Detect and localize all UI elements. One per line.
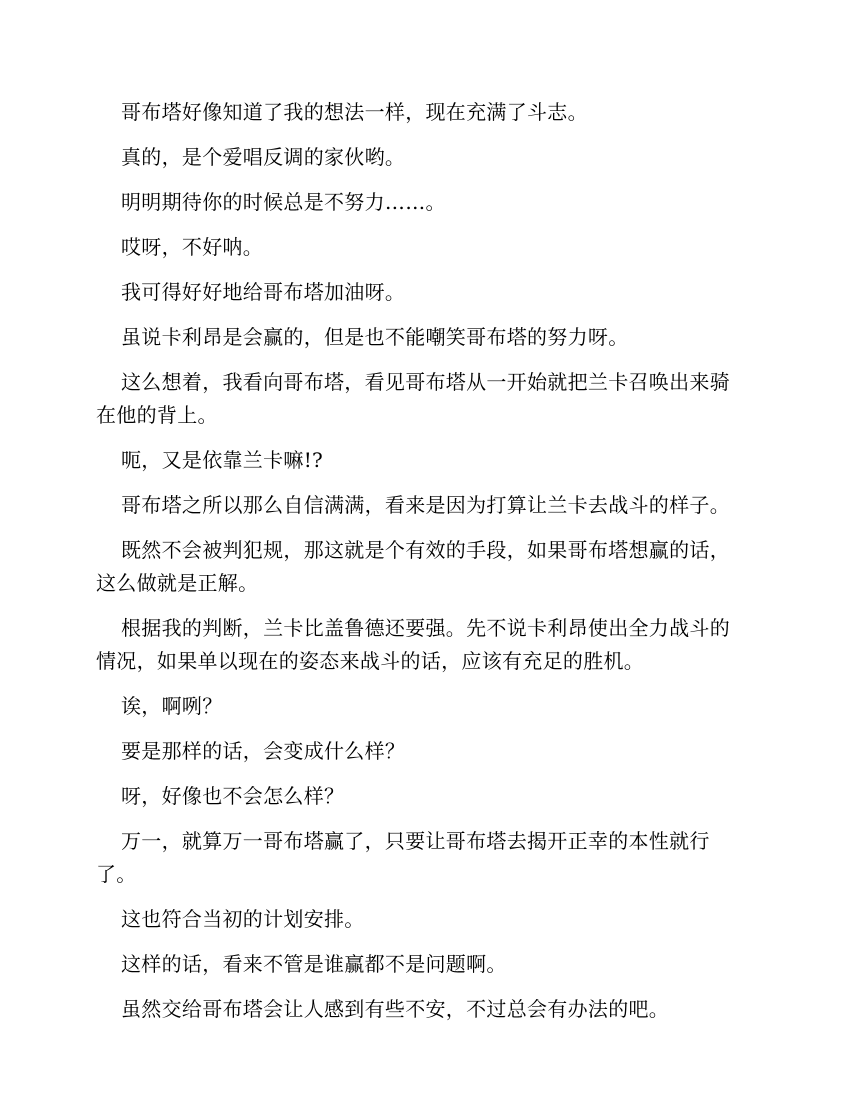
paragraph: 明明期待你的时候总是不努力……。 <box>121 190 446 214</box>
paragraph: 诶，啊咧？ <box>121 694 223 718</box>
paragraph: 虽然交给哥布塔会让人感到有些不安，不过总会有办法的吧。 <box>121 997 670 1021</box>
paragraph: 我可得好好地给哥布塔加油呀。 <box>121 280 406 304</box>
paragraph: 哥布塔之所以那么自信满满，看来是因为打算让兰卡去战斗的样子。 <box>121 493 730 517</box>
paragraph: 既然不会被判犯规，那这就是个有效的手段，如果哥布塔想赢的话，这么做就是正解。 <box>96 538 730 595</box>
paragraph: 呃，又是依靠兰卡嘛!? <box>121 448 324 472</box>
paragraph: 哎呀，不好呐。 <box>121 235 264 259</box>
paragraph: 要是那样的话，会变成什么样？ <box>121 739 406 763</box>
paragraph: 虽说卡利昂是会赢的，但是也不能嘲笑哥布塔的努力呀。 <box>121 325 629 349</box>
paragraph: 真的，是个爱唱反调的家伙哟。 <box>121 145 406 169</box>
paragraph: 万一，就算万一哥布塔赢了，只要让哥布塔去揭开正幸的本性就行了。 <box>96 829 710 886</box>
paragraph: 这么想着，我看向哥布塔，看见哥布塔从一开始就把兰卡召唤出来骑在他的背上。 <box>96 370 730 427</box>
paragraph: 哥布塔好像知道了我的想法一样，现在充满了斗志。 <box>121 100 588 124</box>
paragraph: 这样的话，看来不管是谁赢都不是问题啊。 <box>121 952 507 976</box>
paragraph: 呀，好像也不会怎么样？ <box>121 784 345 808</box>
paragraph: 这也符合当初的计划安排。 <box>121 907 365 931</box>
paragraph: 根据我的判断，兰卡比盖鲁德还要强。先不说卡利昂使出全力战斗的情况，如果单以现在的姿态来战斗的话，应该有充足的胜机。 <box>96 616 730 673</box>
